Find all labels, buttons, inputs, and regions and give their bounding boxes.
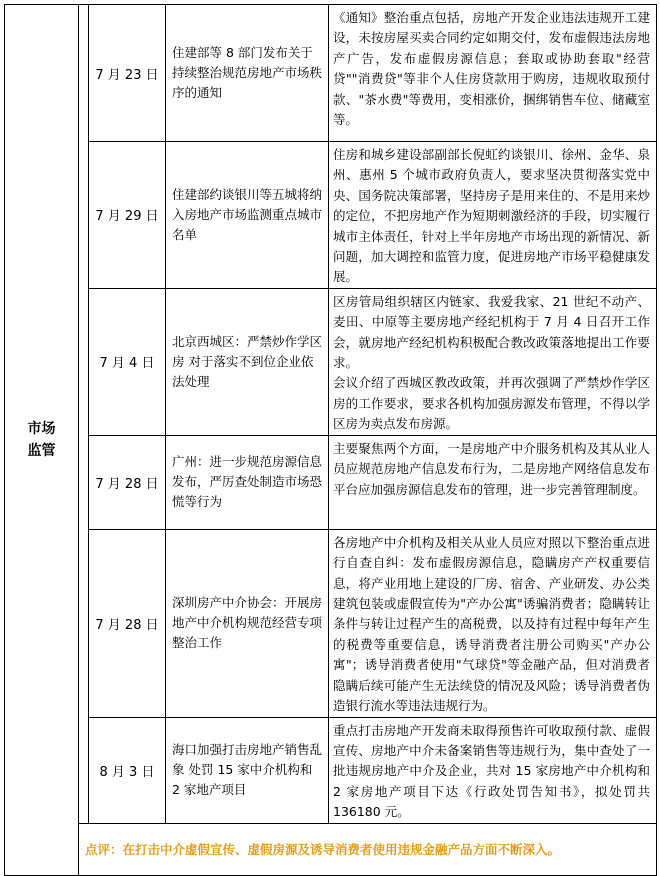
table-row — [5, 5, 657, 142]
market-regulation-table — [4, 4, 657, 876]
date-cell: 7 月 4 日 — [89, 288, 166, 435]
category-cell — [5, 5, 79, 876]
detail-cell — [329, 5, 657, 142]
table-row — [5, 435, 657, 529]
date-cell: 7 月 28 日 — [89, 435, 166, 529]
event-cell: 北京西城区：严禁炒作学区房 对于落实不到位企业依法处理 — [166, 288, 329, 435]
detail-paragraph: 区房管局组织辖区内链家、我爱我家、21 世纪不动产、麦田、中原等主要房地产经纪机构于 7 月 4 日召开工作会，就房地产经纪机构积极配合教改政策落地提出工作要求。 — [333, 293, 650, 371]
date-cell: 7 月 23 日 — [89, 5, 166, 142]
detail-paragraph: 重点打击房地产开发商未取得预售许可收取预付款、虚假宣传、房地产中介未备案销售等违规行为，集中查处了一批违规房地产中介及企业，共对 15 家房地产中介机构和 2 家房地产项目下达《行政处罚告知书》，拟处罚共 136180 元。 — [333, 722, 650, 820]
table-row — [5, 717, 657, 823]
detail-paragraph: 《通知》整治重点包括，房地产开发企业违法违规开工建设，未按房屋买卖合同约定如期交付，发布虚假违法房地产广告，发布虚假房源信息；套取或协助套取"经营贷""消费贷"等非个人住房贷款用于购房，违规收取预付款、"茶水费"等费用，变相涨价，捆绑销售车位、储藏室等。 — [333, 10, 650, 128]
detail-paragraph: 会议介绍了西城区教改政策，并再次强调了严禁炒作学区房的工作要求，要求各机构加强房源发布管理，不得以学区房为卖点发布房源。 — [333, 375, 650, 432]
detail-paragraph: 住房和城乡建设部副部长倪虹约谈银川、徐州、金华、泉州、惠州 5 个城市政府负责人，要求坚决贯彻落实党中央、国务院决策部署，坚持房子是用来住的、不是用来炒的定位，不把房地产作为短期刺激经济的手段，切实履行城市主体责任，针对上半年房地产市场出现的新情况、新问题，加大调控和监管力度，促进房地产市场平稳健康发展。 — [333, 147, 650, 285]
detail-cell — [329, 288, 657, 435]
table-row — [5, 288, 657, 435]
detail-cell — [329, 435, 657, 529]
event-cell: 海口加强打击房地产销售乱象 处罚 15 家中介机构和 2 家地产项目 — [166, 717, 329, 823]
date-cell: 7 月 28 日 — [89, 529, 166, 717]
event-cell: 深圳房产中介协会：开展房地产中介机构规范经营专项整治工作 — [166, 529, 329, 717]
detail-paragraph: 主要聚焦两个方面，一是房地产中介服务机构及其从业人员应规范房地产信息发布行为，二是房地产网络信息发布平台应加强房源信息发布的管理，进一步完善管理制度。 — [333, 440, 650, 497]
event-cell: 住建部约谈银川等五城将纳入房地产市场监测重点城市名单 — [166, 142, 329, 289]
comment-row — [5, 823, 657, 875]
table-row — [5, 529, 657, 717]
date-cell: 8 月 3 日 — [89, 717, 166, 823]
category-label: 市场 监管 — [27, 420, 56, 459]
table-row — [5, 142, 657, 289]
event-cell: 住建部等 8 部门发布关于持续整治规范房地产市场秩序的通知 — [166, 5, 329, 142]
date-cell: 7 月 29 日 — [89, 142, 166, 289]
event-cell: 广州：进一步规范房源信息发布，严厉查处制造市场恐慌等行为 — [166, 435, 329, 529]
detail-cell — [329, 529, 657, 717]
detail-paragraph: 各房地产中介机构及相关从业人员应对照以下整治重点进行自查自纠：发布虚假房源信息，隐瞒房产产权重要信息，将产业用地上建设的厂房、宿舍、产业研发、办公类建筑包装或虚假宣传为"产办公寓"诱骗消费者；隐瞒转让条件与转让过程产生的高税费，以及持有过程中每年产生的税费等重要信息，诱导消费者注册公司购买"产办公寓"；诱导消费者使用"气球贷"等金融产品，但对消费者隐瞒后续可能产生无法续贷的情况及风险；诱导消费者伪造银行流水等违法违规行为。 — [333, 534, 650, 714]
detail-cell — [329, 142, 657, 289]
spacer-column — [79, 5, 89, 824]
comment-cell: 点评：在打击中介虚假宣传、虚假房源及诱导消费者使用违规金融产品方面不断深入。 — [79, 823, 657, 875]
detail-cell — [329, 717, 657, 823]
